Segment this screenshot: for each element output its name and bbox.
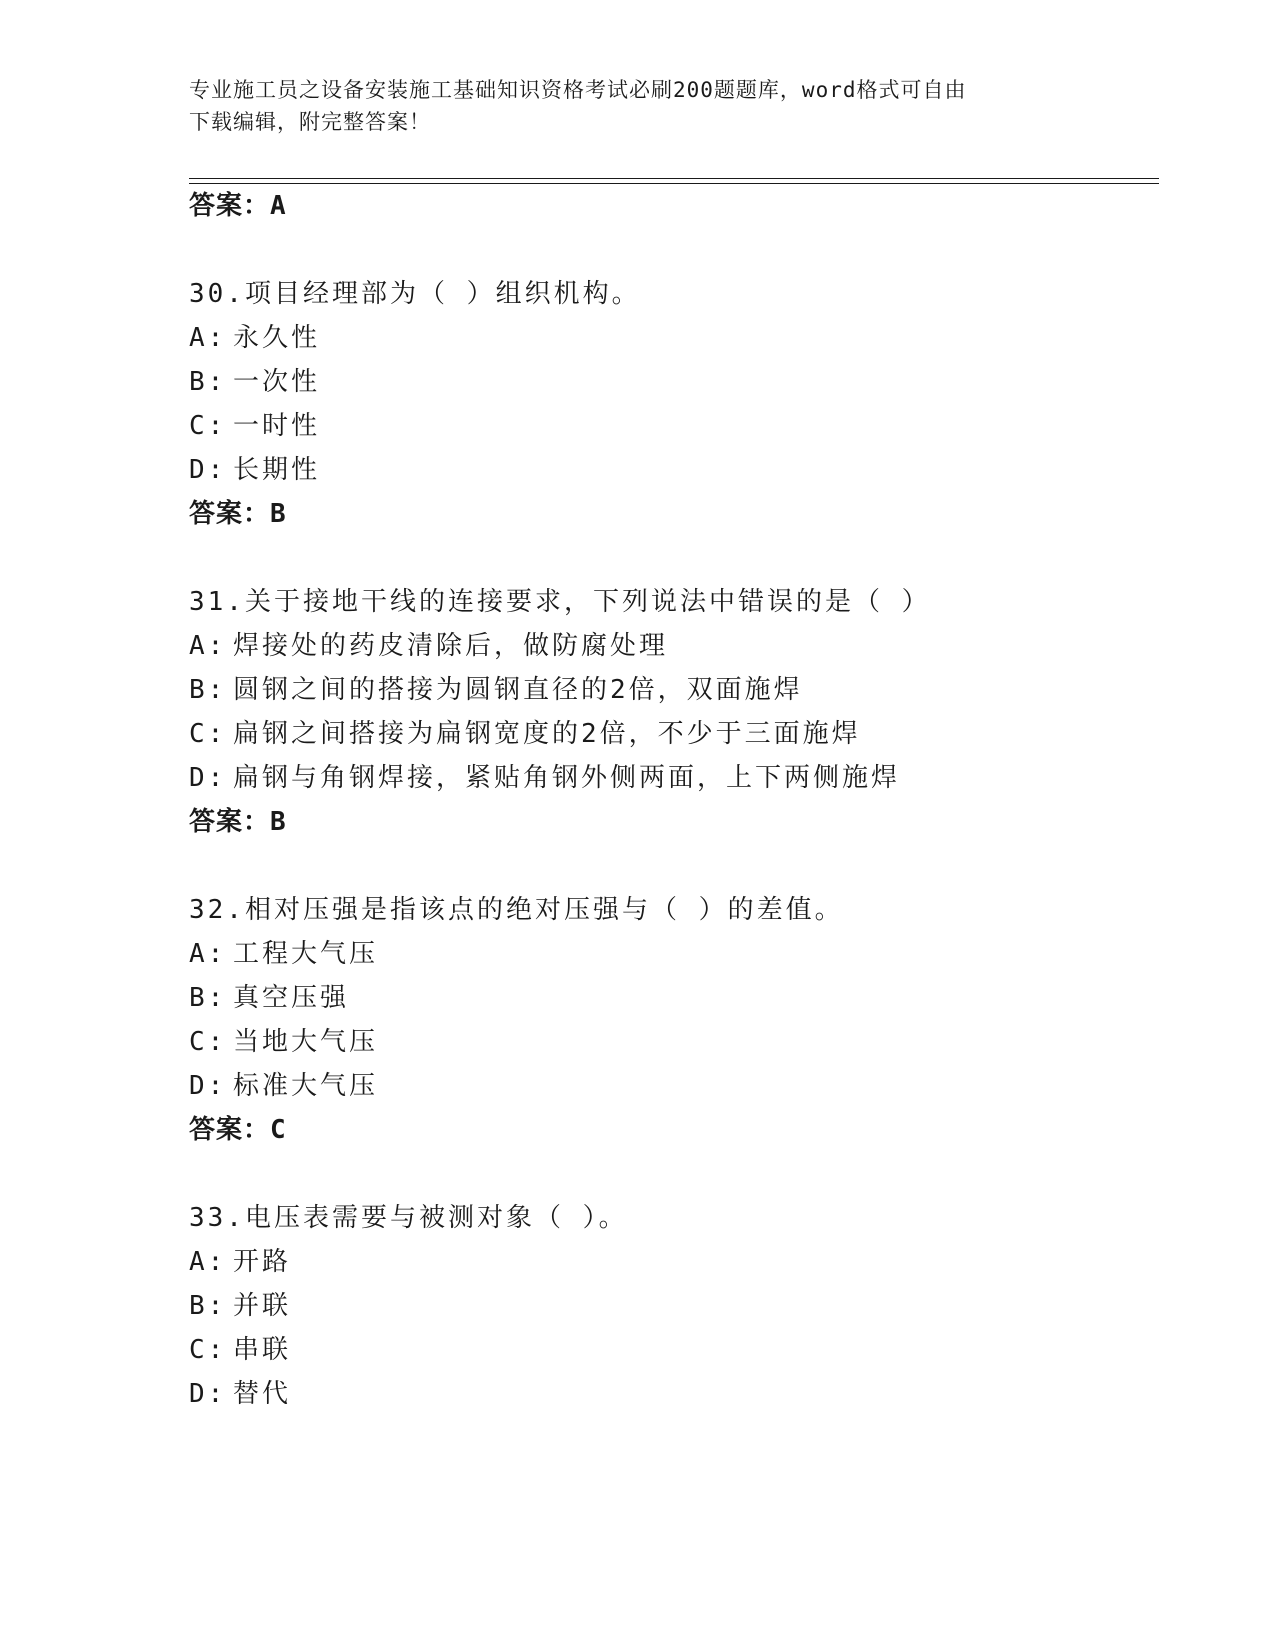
header-line-2: 下载编辑，附完整答案！ [189,110,431,134]
option-key: A: [189,1247,227,1277]
header-line-1: 专业施工员之设备安装施工基础知识资格考试必刷200题题库，word格式可自由 [189,78,967,102]
option-text: 扁钢与角钢焊接，紧贴角钢外侧两面，上下两侧施焊 [233,763,901,793]
option-key: D: [189,455,227,485]
answer-32: 答案：C [189,1115,287,1145]
option-text: 一时性 [233,411,321,441]
question-30-option-d [189,454,320,486]
option-text: 开路 [233,1247,292,1277]
answer-30: 答案：B [189,499,287,529]
answer-29: 答案：A [189,191,287,221]
option-text: 长期性 [233,455,321,485]
option-key: A: [189,631,227,661]
answer-31: 答案：B [189,807,287,837]
question-32-stem: 32.相对压强是指该点的绝对压强与（ ）的差值。 [189,895,844,925]
document-header [189,74,1089,138]
option-key: B: [189,675,227,705]
option-key: C: [189,411,227,441]
header-divider-bottom [189,183,1159,184]
question-31-option-d [189,762,900,794]
option-text: 替代 [233,1379,292,1409]
question-31-stem: 31.关于接地干线的连接要求，下列说法中错误的是（ ） [189,587,931,617]
option-text: 永久性 [233,323,321,353]
option-key: D: [189,763,227,793]
option-text: 扁钢之间搭接为扁钢宽度的2倍，不少于三面施焊 [233,719,861,749]
option-text: 圆钢之间的搭接为圆钢直径的2倍，双面施焊 [233,675,803,705]
option-text: 标准大气压 [233,1071,379,1101]
option-text: 工程大气压 [233,939,379,969]
option-text: 一次性 [233,367,321,397]
question-33-option-d [189,1378,291,1410]
question-31-option-b [189,674,803,706]
question-32-option-d [189,1070,378,1102]
option-text: 真空压强 [233,983,350,1013]
option-text: 焊接处的药皮清除后，做防腐处理 [233,631,669,661]
option-key: B: [189,1291,227,1321]
option-key: A: [189,323,227,353]
question-32-option-a [189,938,378,970]
option-text: 串联 [233,1335,292,1365]
question-31-option-a [189,630,668,662]
option-key: C: [189,1335,227,1365]
option-key: C: [189,1027,227,1057]
option-text: 当地大气压 [233,1027,379,1057]
question-30-option-b [189,366,320,398]
question-33-option-a [189,1246,291,1278]
question-31-option-c [189,718,861,750]
option-key: D: [189,1071,227,1101]
question-33-option-c [189,1334,291,1366]
question-33-option-b [189,1290,291,1322]
option-key: B: [189,983,227,1013]
option-key: C: [189,719,227,749]
question-32-option-c [189,1026,378,1058]
question-30-option-c [189,410,320,442]
option-key: B: [189,367,227,397]
option-key: D: [189,1379,227,1409]
question-30-option-a [189,322,320,354]
option-text: 并联 [233,1291,292,1321]
question-32-option-b [189,982,349,1014]
option-key: A: [189,939,227,969]
question-30-stem: 30.项目经理部为（ ）组织机构。 [189,279,641,309]
question-33-stem: 33.电压表需要与被测对象（ ）。 [189,1203,628,1233]
header-divider-top [189,178,1159,179]
